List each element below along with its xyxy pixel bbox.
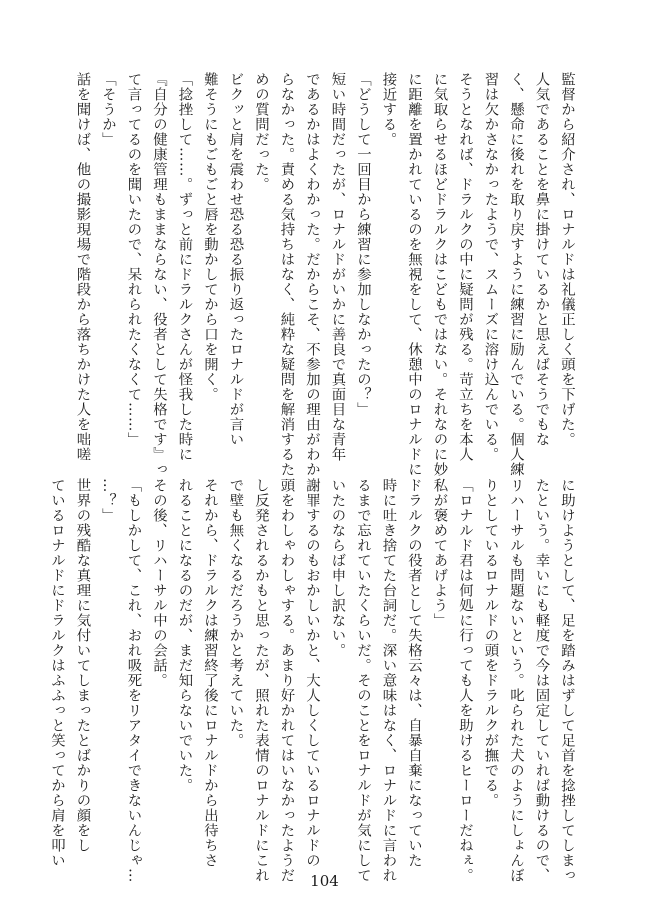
text-line: 難そうにもごもごと唇を動かしてから口を開く。 xyxy=(202,72,218,402)
text-line: 世界の残酷な真理に気付いてしまったとばかりの顔をし xyxy=(74,478,91,853)
upper-text-block xyxy=(69,72,579,477)
page-number: 104 xyxy=(310,872,339,890)
text-line: いたのならば申し訳ない。 xyxy=(329,478,346,658)
text-line: たという。幸いにも軽度で今は固定していれば動けるので、 xyxy=(533,478,550,883)
text-line: 時に吐き捨てた台詞だ。深い意味はなく、ロナルドに言われ xyxy=(380,478,397,883)
text-line: に助けようとして、足を踏みはずして足首を捻挫してしまっ xyxy=(559,478,575,883)
text-line: 短い時間だったが、ロナルドがいかに善良で真面目な青年 xyxy=(329,72,346,462)
text-line: 「どうして一回目から練習に参加しなかったの？」 xyxy=(355,72,371,417)
text-line: れることになるのだが、まだ知らないでいた。 xyxy=(176,478,193,793)
text-line: く、懸命に後れを取り戻すように練習に励んでいる。個人練 xyxy=(508,72,524,477)
text-line: 頭をわしゃわしゃする。あまり好かれてはいなかったようだ xyxy=(278,478,295,883)
text-line: …？」 xyxy=(100,478,116,523)
text-line: りとしているロナルドの頭をドラルクが撫でる。 xyxy=(482,478,499,808)
text-line: に気取らせるほどドラルクはこどもではない。それなのに妙 xyxy=(431,72,448,477)
text-line: それから、ドラルクは練習終了後にロナルドから出待ちさ xyxy=(202,478,218,868)
text-line: であるかはよくわかった。だからこそ、不参加の理由がわか xyxy=(304,72,320,477)
text-line: 謝罪するのもおかしいかと、大人しくしているロナルドの xyxy=(304,478,320,868)
text-line: に距離を置かれているのを無視をして、休憩中のロナルドに xyxy=(406,72,422,477)
text-line: その後、リハーサル中の会話。 xyxy=(151,478,167,688)
text-line: 私が褒めてあげよう」 xyxy=(431,478,448,628)
text-line: 話を聞けば、他の撮影現場で階段から落ちかけた人を咄嗟 xyxy=(74,72,91,462)
text-line: 習は欠かさなかったようで、スムーズに溶け込んでいる。 xyxy=(482,72,499,462)
text-line: て言ってるのを聞いたので、呆れられたくなくて……」 xyxy=(125,72,142,447)
text-line: リハーサルも問題ないという。叱られた犬のようにしょんぼ xyxy=(508,478,524,883)
text-line: 接近する。 xyxy=(380,72,397,147)
text-line: るまで忘れていたくらいだ。そのことをロナルドが気にして xyxy=(355,478,371,883)
text-line: ているロナルドにドラルクはふふっと笑ってから肩を叩い xyxy=(49,478,65,868)
text-line: そうとなれば、ドラルクの中に疑問が残る。苛立ちを本人 xyxy=(457,72,473,462)
text-line: 『自分の健康管理もままならない、役者として失格です』っ xyxy=(151,72,167,477)
text-line: で壁も無くなるだろうかと考えていた。 xyxy=(227,478,244,748)
text-line: ビクッと肩を震わせ恐る恐る振り返ったロナルドが言い xyxy=(227,72,244,447)
text-line: 「そうか」 xyxy=(100,72,116,147)
text-line: 「ロナルド君は何処に行っても人を助けるヒーローだねぇ。 xyxy=(457,478,473,883)
text-line: めの質問だった。 xyxy=(253,72,269,192)
text-line: 「もしかして、これ、おれ吸死をリアタイできないんじゃ… xyxy=(125,478,142,883)
text-line: 監督から紹介され、ロナルドは礼儀正しく頭を下げた。 xyxy=(559,72,575,447)
text-line: 人気であることを鼻に掛けているかと思えばそうでもな xyxy=(533,72,550,447)
text-line: 「捻挫して……。ずっと前にドラルクさんが怪我した時に xyxy=(176,72,193,462)
text-line: ドラルクの役者として失格云々は、自暴自棄になっていた xyxy=(406,478,422,868)
text-line: らなかった。責める気持ちはなく、純粋な疑問を解消するた xyxy=(278,72,295,477)
text-line: し反発されるかもと思ったが、照れた表情のロナルドにこれ xyxy=(253,478,269,883)
